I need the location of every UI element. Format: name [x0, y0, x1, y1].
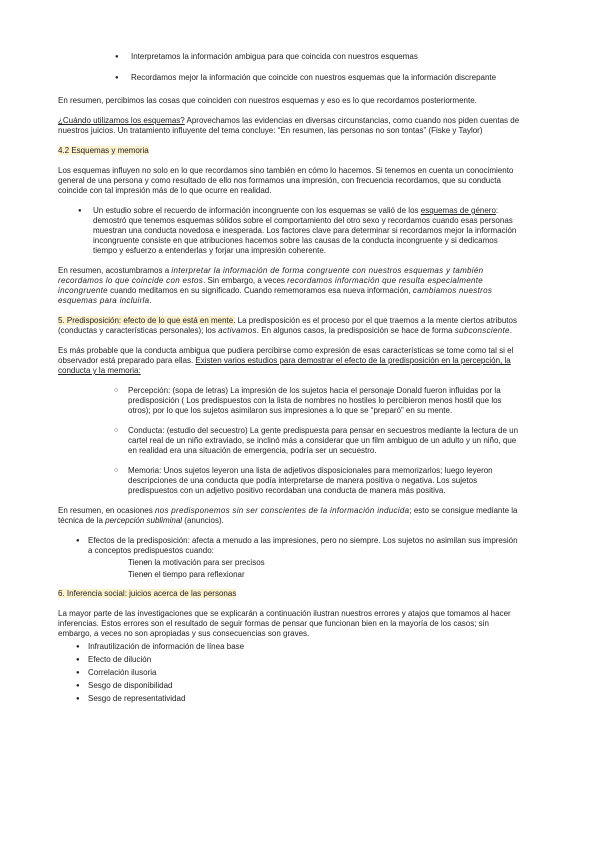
list-item: ● Correlación ilusoria [58, 668, 520, 678]
efectos-text: Efectos de la predisposición: afecta a menudo a las impresiones, pero no siempre. Los sujetos no asimilan sus impresión a conceptos predispuestos cuando: [88, 536, 518, 555]
text: (anuncios). [182, 516, 224, 525]
text: cuando meditamos en su significado. Cuando rememoramos esa nueva información, [107, 286, 413, 295]
list-item: ● Efecto de dilución [58, 655, 520, 665]
text: . En algunos casos, la predisposición se hace de forma [256, 326, 455, 335]
list-item: ○ Percepción: (sopa de letras) La impresión de los sujetos hacia el personaje Donald fueron influidas por la predisposición ( Los predispuestos con la lista de nombres no hostiles lo percibieron menos hostil que los otros); por lo que los sujetos asimilaron sus impresiones a lo que se “preparó” en su mente. [58, 386, 520, 416]
studies-list [58, 386, 520, 496]
text: ; esto se consigue mediante la técnica de la [58, 506, 518, 525]
emphasis: activamos [218, 326, 257, 335]
paragraph-resumen-2 [58, 266, 520, 306]
estudio-text-a: Un estudio sobre el recuerdo de información incongruente con los esquemas se valió de los [93, 206, 421, 215]
text: . Sin embargo, a veces [203, 276, 288, 285]
heading-4-2 [58, 146, 520, 156]
paragraph-4-2: Los esquemas influyen no solo en lo que recordamos sino también en cómo lo hacemos. Si tenemos en cuenta un conocimiento general de una persona y como resultado de ello nos formamos una impresión, con frecuencia recordamos, que su conducta coincide con tal impresión más de lo que ocurre en realidad. [58, 166, 514, 195]
list-item: ● Infrautilización de información de línea base [58, 642, 520, 652]
heading-5: 5. Predisposición: efecto de lo que está en mente. [58, 316, 236, 325]
esquemas-genero-link[interactable]: esquemas de género [420, 206, 496, 215]
estudio-text-b: : demostró que tenemos esquemas sólidos sobre el comportamiento del otro sexo y recordamos cuando esas personas muestran una conducta novedosa e inesperada. Los factores clave para determinar si recordamos mejor la información incongruente consiste en que atribuciones hacemos sobre las causas de la conducta incongruente y si dedicamos tiempo y esfuerzo a entenderlas y forjar una impresión coherente. [93, 206, 517, 255]
paragraph-resumen-3 [58, 506, 520, 526]
list-item: ○ Tienen la motivación para ser precisos [88, 558, 520, 568]
list-item: ○ Conducta: (estudio del secuestro) La gente predispuesta para pensar en secuestros mediante la lectura de un cartel real de un niño extraviado, se inclinó más a considerar que un film ambiguo de un adulto y un niño, que en realidad era una situación de emergencia, podría ser un secuestro. [58, 426, 520, 456]
list-item: ○ Tienen el tiempo para reflexionar [88, 570, 520, 580]
emphasis: percepción subliminal [105, 516, 183, 525]
paragraph-resumen-1: En resumen, percibimos las cosas que coinciden con nuestros esquemas y eso es lo que recordamos posteriormente. [58, 96, 477, 105]
underlined-text: Existen varios estudios para demostrar el efecto de la predisposición en la percepción, la conducta y la memoria: [58, 356, 511, 375]
heading-6 [58, 589, 520, 599]
emphasis: recordamos información que resulta especialmente incongruente [58, 276, 483, 295]
list-item [58, 536, 520, 580]
list-item: ● Interpretamos la información ambigua para que coincida con nuestros esquemas [58, 52, 520, 62]
paragraph-6: La mayor parte de las investigaciones que se explicarán a continuación ilustran nuestros errores y atajos que tomamos al hacer inferencias. Estos errores son el resultado de seguir formas de pensar que funcionan bien en la mayoría de los casos; sin embargo, a veces no son apropiadas y sus consecuencias son graves. [58, 609, 511, 638]
emphasis: interpretar la información de forma congruente con nuestros esquemas y también recordamos lo que coincide con estos [58, 266, 484, 285]
emphasis: subconsciente [454, 326, 510, 335]
text: La predisposición es el proceso por el que traemos a la mente ciertos atributos (conductas y características personales); los [58, 316, 517, 335]
emphasis: cambiamos nuestros esquemas para incluirla [58, 286, 493, 305]
heading-text: 6. Inferencia social: juicios acerca de las personas [58, 589, 237, 598]
text: En resumen, acostumbramos a [58, 266, 172, 275]
estudio-list [58, 206, 520, 256]
emphasis: nos predisponemos sin ser conscientes de la información inducida [154, 506, 410, 515]
document-page [58, 52, 520, 704]
question-link[interactable]: ¿Cuándo utilizamos los esquemas? [58, 116, 185, 125]
paragraph-probable [58, 346, 520, 376]
text: Es más probable que la conducta ambigua que pudiera percibirse como expresión de esas características se tome como tal si el observador está preparado para ellas. [58, 346, 514, 365]
heading-text: 4.2 Esquemas y memoria [58, 146, 149, 155]
sesgos-list [58, 642, 520, 704]
paragraph-predisposicion [58, 316, 520, 336]
list-item [58, 206, 520, 256]
efectos-sublist [88, 558, 520, 580]
list-item: ○ Memoria: Unos sujetos leyeron una lista de adjetivos disposicionales para memorizarlos; luego leyeron descripciones de una conducta que podía interpretarse de manera positiva o negativa. Los sujetos predispuestos con un adjetivo positivo recordaban una conducta de manera más positiva. [58, 466, 520, 496]
efectos-list [58, 536, 520, 580]
cuando-text: Aprovechamos las evidencias en diversas circunstancias, como cuando nos piden cuentas de nuestros juicios. Un tratamiento influyente del tema concluye: “En resumen, las personas no son tontas” (Fiske y Taylor) [58, 116, 520, 135]
text: . [509, 326, 512, 335]
top-bullet-list [58, 52, 520, 83]
text: . [149, 296, 152, 305]
paragraph-cuando [58, 116, 520, 136]
list-item: ● Sesgo de disponibilidad [58, 681, 520, 691]
text: En resumen, en ocasiones [58, 506, 155, 515]
list-item: ● Sesgo de representatividad [58, 694, 520, 704]
list-item: ● Recordamos mejor la información que coincide con nuestros esquemas que la información discrepante [58, 73, 520, 83]
